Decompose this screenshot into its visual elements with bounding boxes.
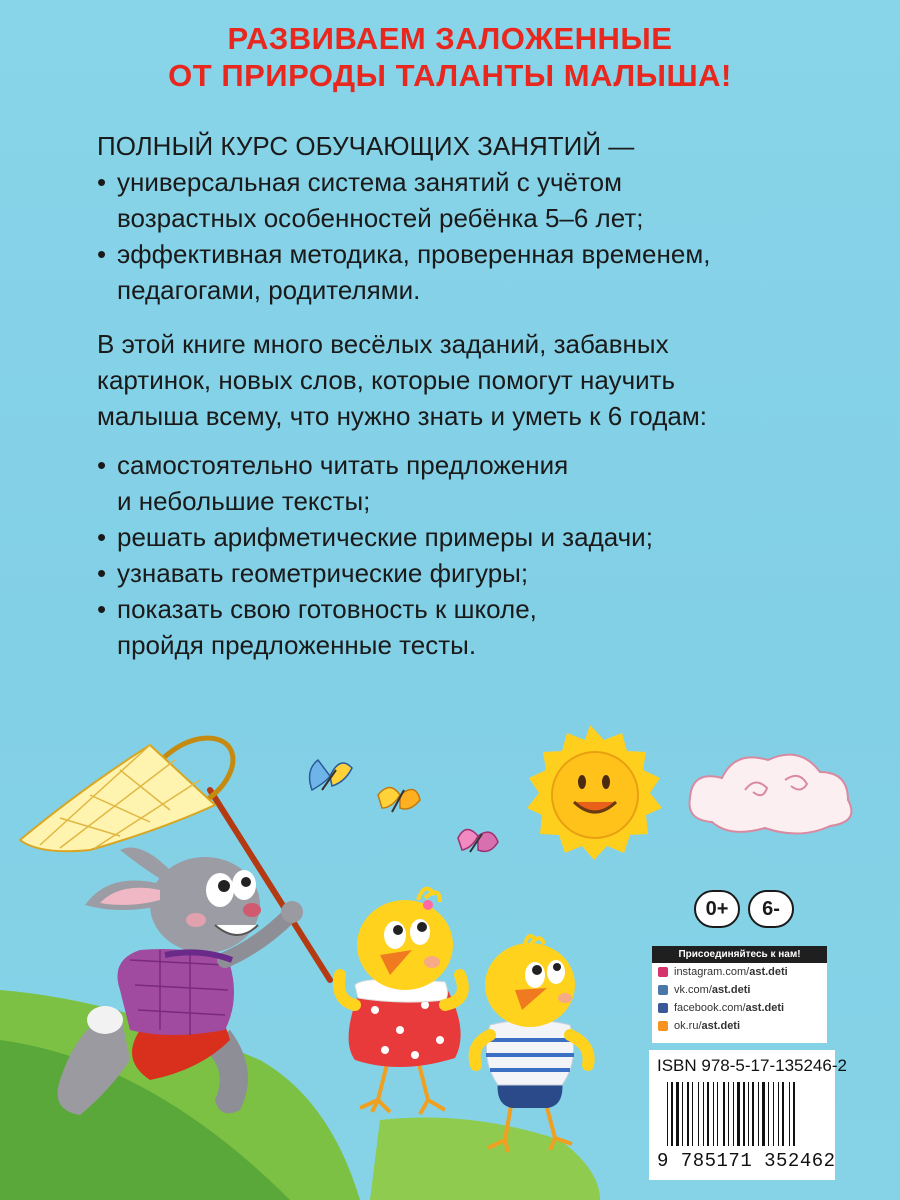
- social-links-box: [652, 946, 827, 1043]
- chick-illustration-2: [475, 936, 589, 1152]
- paragraph-line-2: картинок, новых слов, которые помогут научить: [97, 365, 676, 395]
- vk-icon: [658, 985, 668, 995]
- paragraph-line-3: малыша всему, что нужно знать и уметь к 6 годам:: [97, 401, 707, 431]
- skill-2: • решать арифметические примеры и задачи;: [97, 519, 653, 555]
- social-link-vk[interactable]: vk.com/ ast.deti: [652, 981, 827, 999]
- chick-illustration-1: [339, 889, 463, 1114]
- intro-bullet-2-line-1: • эффективная методика, проверенная временем,: [97, 236, 710, 272]
- odnoklassniki-icon: [658, 1021, 668, 1031]
- age-restriction-badge: 6-: [748, 890, 794, 928]
- social-link-facebook[interactable]: facebook.com/ ast.deti: [652, 999, 827, 1017]
- butterfly-illustration-2: [378, 788, 420, 813]
- skill-4-line-1: • показать свою готовность к школе,: [97, 591, 653, 627]
- age-rating-badge: 0+: [694, 890, 740, 928]
- intro-bullet-2-line-2: педагогами, родителями.: [117, 275, 421, 305]
- butterfly-illustration-1: [310, 760, 352, 790]
- social-link-instagram[interactable]: instagram.com/ ast.deti: [652, 963, 827, 981]
- headline-line-2: ОТ ПРИРОДЫ ТАЛАНТЫ МАЛЫША!: [168, 58, 732, 93]
- social-link-ok[interactable]: ok.ru/ ast.deti: [652, 1017, 827, 1035]
- instagram-icon: [658, 967, 668, 977]
- barcode-digits: 9 785171 352462: [657, 1150, 836, 1172]
- skill-3: • узнавать геометрические фигуры;: [97, 555, 653, 591]
- isbn-label: ISBN 978-5-17-135246-2: [657, 1056, 847, 1075]
- skill-1-line-2: и небольшие тексты;: [117, 486, 371, 516]
- barcode: [667, 1082, 819, 1146]
- intro-bullet-1-line-1: • универсальная система занятий с учётом: [97, 164, 710, 200]
- headline-line-1: РАЗВИВАЕМ ЗАЛОЖЕННЫЕ: [227, 21, 673, 56]
- skill-1-line-1: • самостоятельно читать предложения: [97, 447, 653, 483]
- paragraph-line-1: В этой книге много весёлых заданий, забавных: [97, 329, 669, 359]
- butterfly-illustration-3: [458, 829, 498, 852]
- cloud-illustration: [689, 755, 851, 834]
- sun-illustration: [527, 725, 662, 860]
- course-heading: ПОЛНЫЙ КУРС ОБУЧАЮЩИХ ЗАНЯТИЙ —: [97, 131, 635, 161]
- social-heading: Присоединяйтесь к нам!: [652, 946, 827, 963]
- intro-bullet-1-line-2: возрастных особенностей ребёнка 5–6 лет;: [117, 203, 644, 233]
- skill-4-line-2: пройдя предложенные тесты.: [117, 630, 477, 660]
- facebook-icon: [658, 1003, 668, 1013]
